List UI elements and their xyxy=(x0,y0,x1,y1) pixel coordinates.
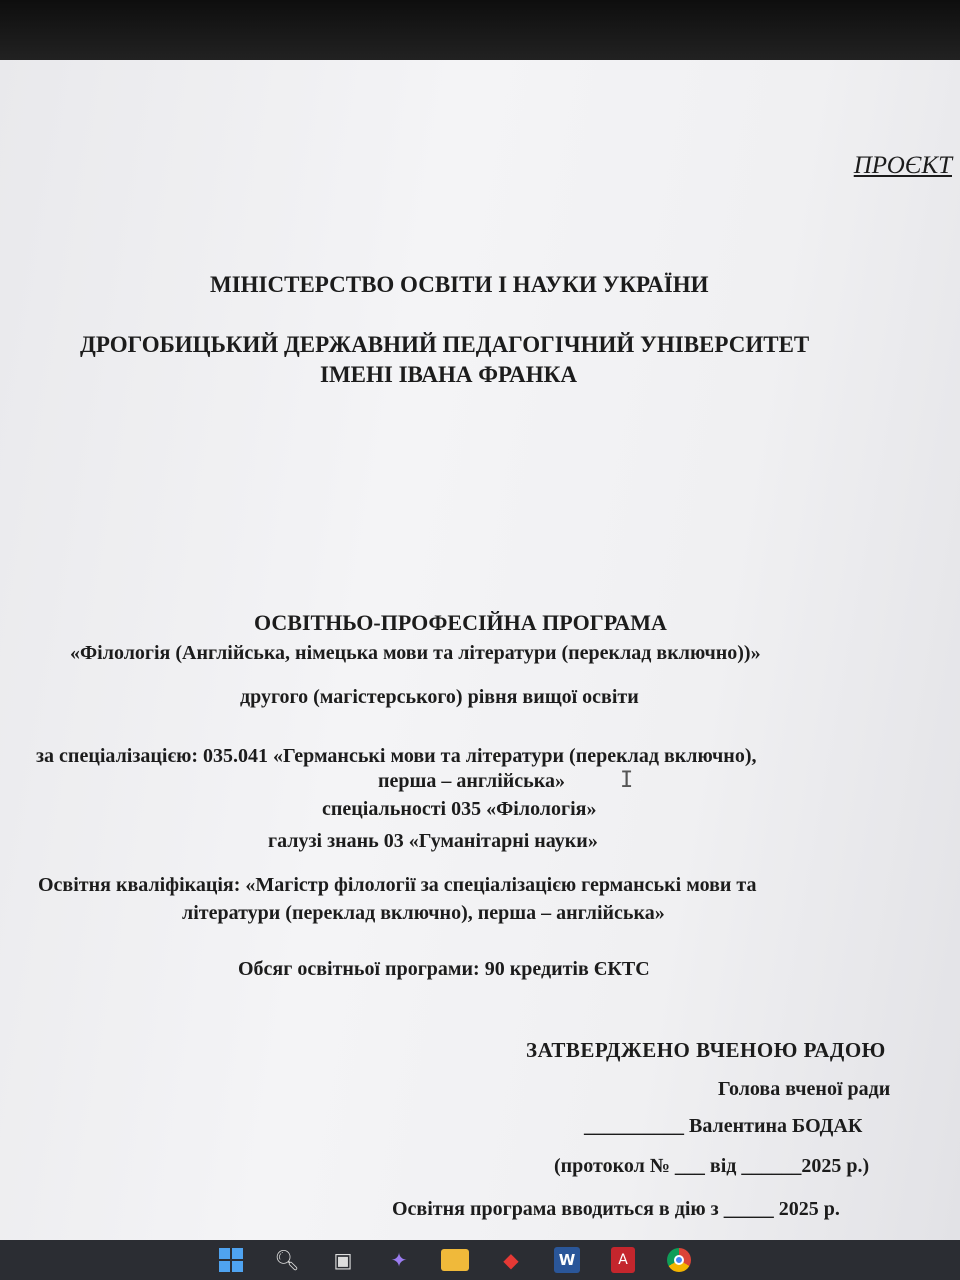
protocol-line: (протокол № ___ від ______2025 р.) xyxy=(554,1155,870,1177)
mcafee-icon[interactable]: ◆ xyxy=(503,1248,519,1272)
acrobat-icon[interactable] xyxy=(604,1242,642,1278)
council-chair-signature: __________ Валентина БОДАК xyxy=(584,1115,863,1137)
word-glyph: W xyxy=(554,1247,580,1273)
specialty: спеціальності 035 «Філологія» xyxy=(322,798,597,820)
copilot-icon[interactable]: ✦ xyxy=(390,1248,408,1272)
program-volume: Обсяг освітньої програми: 90 кредитів ЄКТС xyxy=(238,958,650,980)
text-cursor-icon: I xyxy=(620,768,634,793)
effective-date-line: Освітня програма вводиться в дію з _____ 2025 р. xyxy=(392,1198,840,1220)
university-heading-line2: ІМЕНІ ІВАНА ФРАНКА xyxy=(320,362,577,387)
specialization-line2: перша – англійська» xyxy=(378,770,565,792)
task-view-icon[interactable]: ▣ xyxy=(333,1248,353,1272)
university-heading-line1: ДРОГОБИЦЬКИЙ ДЕРЖАВНИЙ ПЕДАГОГІЧНИЙ УНІВЕРСИТЕТ xyxy=(80,332,810,357)
taskbar xyxy=(0,1240,960,1280)
council-chair-title: Голова вченої ради xyxy=(718,1078,891,1100)
chrome-icon[interactable] xyxy=(660,1242,698,1278)
document-page xyxy=(0,60,960,1240)
acrobat-glyph: A xyxy=(611,1247,635,1273)
monitor-bezel xyxy=(0,0,960,62)
ministry-heading: МІНІСТЕРСТВО ОСВІТИ І НАУКИ УКРАЇНИ xyxy=(210,272,709,297)
program-name: «Філологія (Англійська, німецька мови та літератури (переклад включно))» xyxy=(70,642,761,664)
windows-start-icon[interactable] xyxy=(212,1242,250,1278)
education-level: другого (магістерського) рівня вищої освіти xyxy=(240,686,639,708)
file-explorer-icon[interactable] xyxy=(436,1242,474,1278)
qualification-line2: літератури (переклад включно), перша – англійська» xyxy=(182,902,665,924)
search-icon[interactable]: 🔍︎ xyxy=(274,1248,300,1272)
approved-by-council: ЗАТВЕРДЖЕНО ВЧЕНОЮ РАДОЮ xyxy=(526,1038,886,1062)
draft-label: ПРОЄКТ xyxy=(853,152,952,179)
word-icon[interactable] xyxy=(548,1242,586,1278)
qualification-line1: Освітня кваліфікація: «Магістр філології за спеціалізацією германські мови та xyxy=(38,874,757,896)
program-title: ОСВІТНЬО-ПРОФЕСІЙНА ПРОГРАМА xyxy=(254,610,667,635)
specialization-line1: за спеціалізацією: 035.041 «Германські мови та літератури (переклад включно), xyxy=(36,745,757,767)
field-of-knowledge: галузі знань 03 «Гуманітарні науки» xyxy=(268,830,598,852)
